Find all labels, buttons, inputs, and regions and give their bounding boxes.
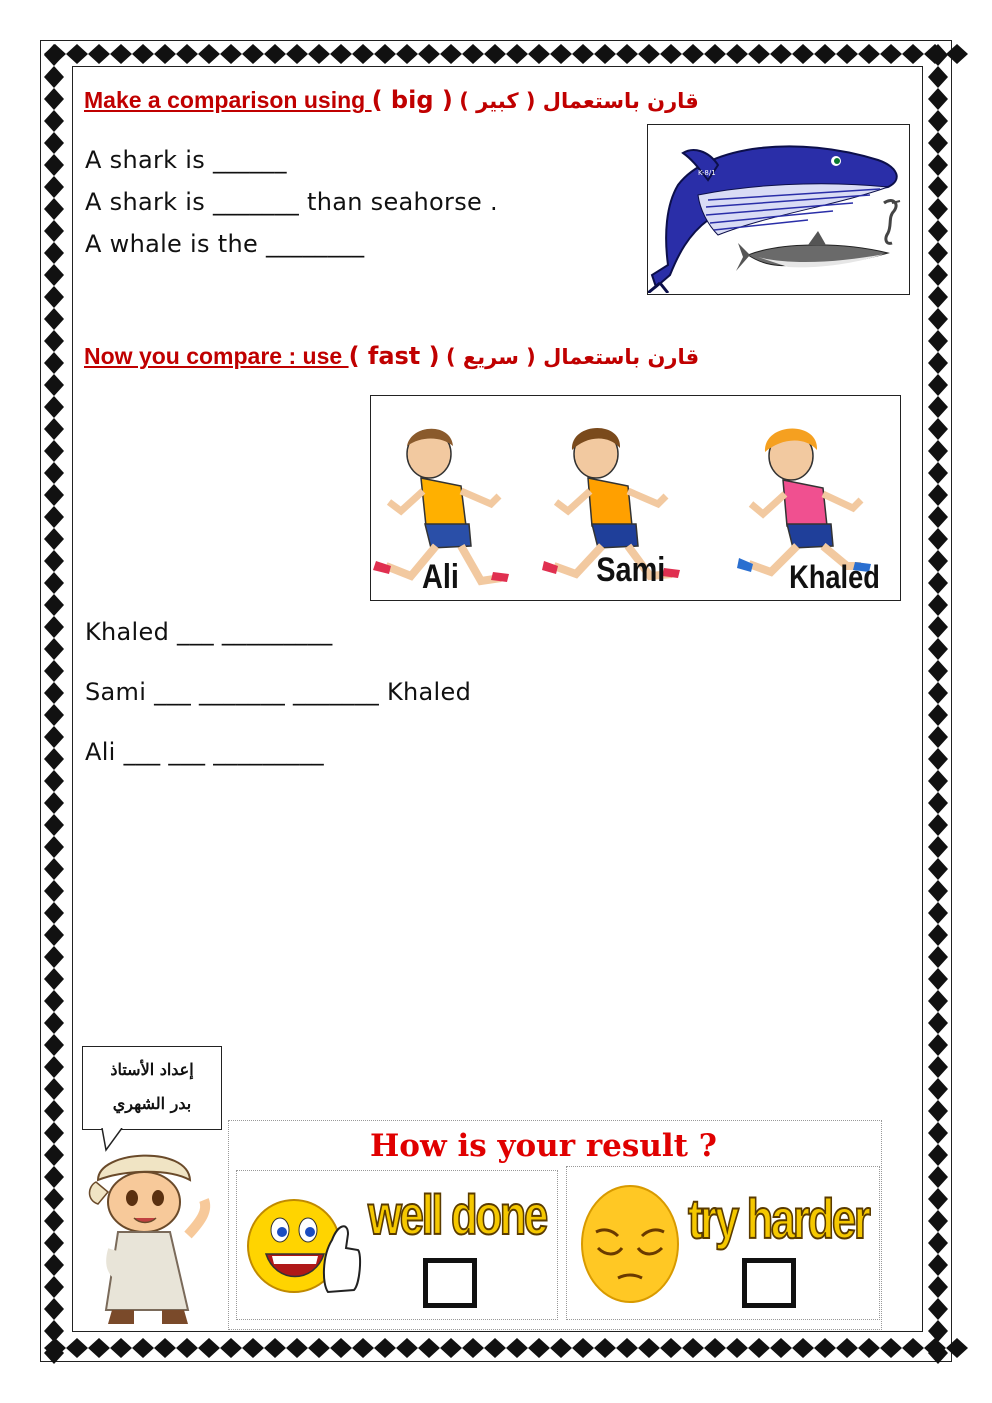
whale-shark-seahorse-illustration	[648, 125, 908, 293]
seahorse-icon	[884, 201, 900, 244]
well-done-label: well done	[368, 1183, 546, 1246]
sad-face-emoji-icon	[578, 1178, 682, 1308]
section1-heading	[84, 86, 699, 114]
runner-khaled-icon	[737, 428, 871, 572]
section1-sentence-1: A shark is ______	[85, 146, 287, 174]
section2-sentence-3: Ali ___ ___ _________	[85, 738, 324, 766]
running-boys-illustration	[371, 396, 899, 600]
section1-heading-text: Make a comparison using	[84, 87, 372, 113]
section2-heading	[84, 342, 699, 370]
runners-image	[370, 395, 901, 601]
boy-in-thobe-icon	[78, 1140, 218, 1330]
section2-heading-arabic: ( سريع ) قارن باستعمال	[446, 345, 700, 369]
section2-sentence-2: Sami ___ _______ _______ Khaled	[85, 678, 472, 706]
section1-sentence-3: A whale is the ________	[85, 230, 365, 258]
teacher-speech-bubble	[82, 1046, 222, 1130]
section2-sentence-1: Khaled ___ _________	[85, 618, 333, 646]
section2-keyword: ( fast )	[348, 342, 440, 370]
try-harder-checkbox[interactable]	[742, 1258, 796, 1308]
section1-heading-arabic: ( كبير ) قارن باستعمال	[459, 89, 699, 113]
section2-heading-text: Now you compare : use	[84, 343, 349, 369]
well-done-checkbox[interactable]	[423, 1258, 477, 1308]
happy-thumbs-up-smiley-icon	[244, 1184, 364, 1312]
try-harder-label: try harder	[688, 1187, 869, 1250]
section1-sentence-2: A shark is _______ than seahorse .	[85, 188, 498, 216]
teacher-note-line1: إعداد الأستاذ	[110, 1060, 194, 1079]
whale-icon	[648, 146, 897, 293]
section1-keyword: ( big )	[371, 86, 453, 114]
result-title: How is your result ?	[370, 1128, 717, 1164]
shark-icon	[736, 231, 888, 271]
teacher-note-line2: بدر الشهري	[112, 1094, 192, 1113]
runner-label-sami: Sami	[596, 549, 666, 589]
runner-label-ali: Ali	[422, 556, 459, 596]
sea-animals-image	[647, 124, 910, 295]
runner-label-khaled: Khaled	[789, 559, 880, 596]
image-label: K-8/1	[698, 169, 716, 177]
